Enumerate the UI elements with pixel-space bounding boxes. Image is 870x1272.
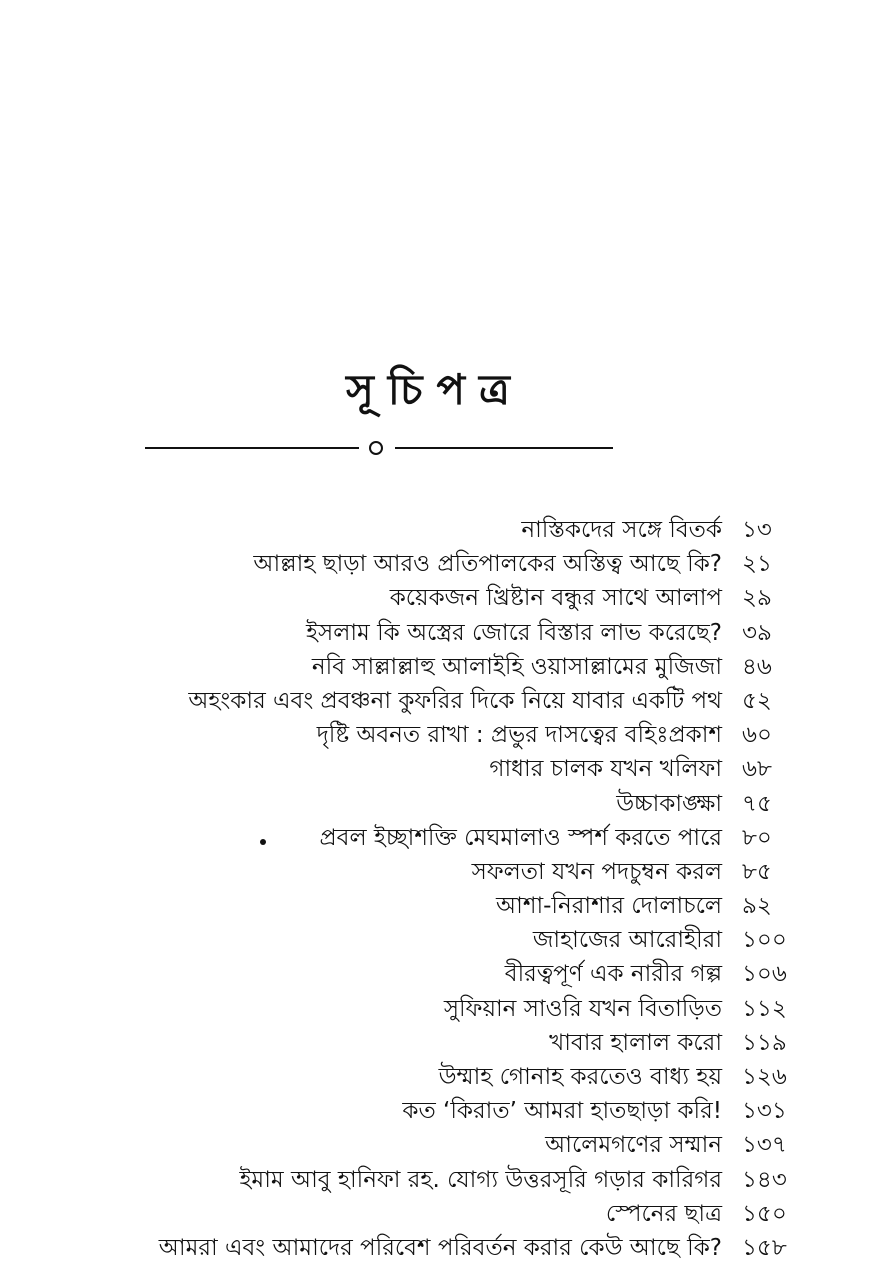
- toc-entry-page: ২১: [742, 551, 772, 578]
- toc-entry[interactable]: [0, 821, 870, 855]
- toc-entry-title: আমরা এবং আমাদের পরিবেশ পরিবর্তন করার কেউ আছে কি?: [158, 1234, 722, 1261]
- toc-entry-page: ৬০: [742, 722, 772, 749]
- toc-entry-page: ১৩১: [742, 1098, 787, 1125]
- toc-entry-page: ৯২: [742, 893, 772, 920]
- toc-entry-page: ১৩: [742, 517, 772, 543]
- toc-entry-page: ১৩৭: [742, 1132, 787, 1159]
- toc-entry-title: আলেমগণের সম্মান: [545, 1132, 722, 1159]
- toc-entry[interactable]: [0, 992, 870, 1026]
- toc-entry-page: ৮৫: [742, 858, 772, 885]
- toc-entry[interactable]: [0, 855, 870, 889]
- toc-entry-title: প্রবল ইচ্ছাশক্তি মেঘমালাও স্পর্শ করতে পারে: [319, 824, 722, 851]
- ink-mark: [260, 839, 266, 845]
- toc-entry[interactable]: [0, 1231, 870, 1265]
- table-of-contents: [0, 513, 870, 1265]
- toc-entry-page: ২৯: [742, 585, 772, 612]
- toc-entry-title: আল্লাহ ছাড়া আরও প্রতিপালকের অস্তিত্ব আছে কি?: [253, 551, 722, 578]
- toc-entry-page: ১০০: [742, 927, 787, 954]
- toc-entry-page: ১২৬: [742, 1064, 787, 1090]
- toc-entry-page: ৭৫: [742, 790, 772, 817]
- title-divider: [145, 438, 613, 458]
- toc-entry-title: আশা-নিরাশার দোলাচলে: [496, 893, 722, 920]
- toc-entry-page: ৬৮: [742, 756, 772, 783]
- toc-entry[interactable]: [0, 1060, 870, 1094]
- toc-entry[interactable]: [0, 513, 870, 547]
- divider-line-left: [145, 447, 359, 449]
- toc-entry-title: অহংকার এবং প্রবঞ্চনা কুফরির দিকে নিয়ে যাবার একটি পথ: [188, 687, 722, 714]
- toc-entry-title: জাহাজের আরোহীরা: [532, 927, 722, 954]
- toc-entry-title: নবি সাল্লাল্লাহু আলাইহি ওয়াসাল্লামের মুজিজা: [311, 653, 722, 680]
- toc-entry-title: ইসলাম কি অস্ত্রের জোরে বিস্তার লাভ করেছে?: [306, 619, 722, 646]
- toc-entry-title: উচ্চাকাঙ্ক্ষা: [616, 790, 722, 817]
- toc-entry-title: সুফিয়ান সাওরি যখন বিতাড়িত: [443, 995, 722, 1022]
- toc-entry[interactable]: [0, 581, 870, 615]
- toc-entry-page: ১১২: [742, 995, 787, 1022]
- toc-entry[interactable]: [0, 1163, 870, 1197]
- toc-entry-page: ১০৬: [742, 961, 787, 988]
- toc-entry-page: ১৫৮: [742, 1234, 787, 1261]
- toc-entry-title: খাবার হালাল করো: [549, 1029, 722, 1056]
- toc-entry[interactable]: [0, 1094, 870, 1128]
- toc-entry-title: কয়েকজন খ্রিষ্টান বন্ধুর সাথে আলাপ: [389, 585, 722, 612]
- toc-entry[interactable]: [0, 1026, 870, 1060]
- toc-entry[interactable]: [0, 684, 870, 718]
- toc-entry[interactable]: [0, 787, 870, 821]
- toc-entry-title: নাস্তিকদের সঙ্গে বিতর্ক: [521, 517, 722, 543]
- divider-circle-ornament: [369, 441, 383, 455]
- toc-entry[interactable]: [0, 957, 870, 991]
- divider-line-right: [395, 447, 613, 449]
- toc-entry[interactable]: [0, 616, 870, 650]
- toc-entry[interactable]: [0, 889, 870, 923]
- toc-entry[interactable]: [0, 752, 870, 786]
- toc-entry-page: ১৪৩: [742, 1166, 787, 1193]
- toc-entry[interactable]: [0, 923, 870, 957]
- toc-entry[interactable]: [0, 1128, 870, 1162]
- toc-entry-title: বীরত্বপূর্ণ এক নারীর গল্প: [504, 961, 722, 988]
- toc-entry[interactable]: [0, 718, 870, 752]
- toc-entry-page: ৩৯: [742, 619, 772, 646]
- toc-entry-page: ৪৬: [742, 653, 772, 680]
- page-title: সূচিপত্র: [346, 365, 524, 414]
- toc-entry[interactable]: [0, 650, 870, 684]
- toc-entry-page: ১৫০: [742, 1200, 787, 1227]
- toc-entry-title: স্পেনের ছাত্র: [605, 1200, 722, 1227]
- toc-entry-page: ৮০: [742, 824, 772, 851]
- toc-entry-title: ইমাম আবু হানিফা রহ. যোগ্য উত্তরসূরি গড়ার কারিগর: [239, 1166, 722, 1193]
- toc-entry-title: সফলতা যখন পদচুম্বন করল: [471, 858, 722, 885]
- toc-entry-page: ১১৯: [742, 1029, 787, 1056]
- toc-entry-title: কত ‘কিরাত’ আমরা হাতছাড়া করি!: [402, 1098, 722, 1125]
- toc-entry-page: ৫২: [742, 687, 772, 714]
- toc-entry[interactable]: [0, 547, 870, 581]
- toc-entry-title: উম্মাহ গোনাহ করতেও বাধ্য হয়: [438, 1064, 722, 1090]
- toc-entry[interactable]: [0, 1197, 870, 1231]
- toc-entry-title: গাধার চালক যখন খলিফা: [489, 756, 722, 783]
- toc-entry-title: দৃষ্টি অবনত রাখা : প্রভুর দাসত্বের বহিঃপ্রকাশ: [316, 722, 722, 749]
